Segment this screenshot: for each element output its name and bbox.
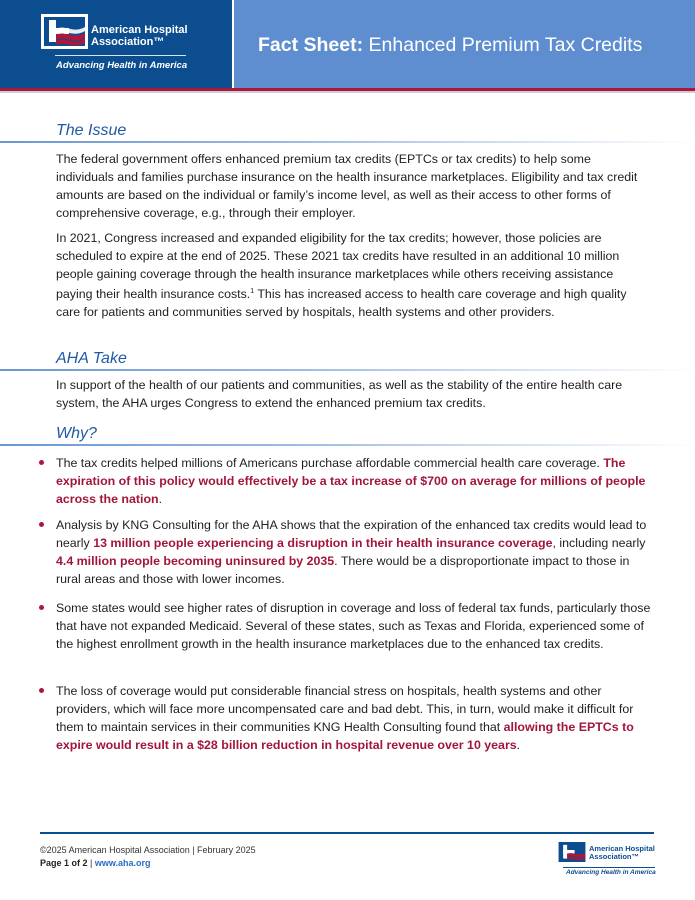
title-bold: Fact Sheet: — [258, 34, 364, 56]
org-name-line2: Association™ — [91, 36, 165, 48]
why-bullet-4: The loss of coverage would put considerable financial stress on hospitals, health systems and other providers, which will face more uncompensated care and bad debt. This, in turn, would make it difficult for them to maintain services in their communities KNG Health Consulting found that allowing the EPTCs to expire would result in a $28 billion reduction in hospital revenue over 10 years. — [56, 684, 634, 752]
website-link[interactable]: www.aha.org — [94, 858, 151, 868]
page-number: Page 1 of 2 — [40, 858, 88, 868]
why-bullet-3: Some states would see higher rates of disruption in coverage and loss of federal tax funds, particularly those that have not expanded Medicaid. Several of these states, such as Texas and Florida, experienced some of the highest enrollment growth in the health insurance marketplaces due to the enhanced tax credits. — [56, 601, 651, 651]
footnote-ref: 1 — [250, 288, 255, 295]
aha-footer-logo-icon — [558, 842, 586, 862]
highlight-text: The expiration of this policy would effectively be a tax increase of $700 on average for millions of people across the nation — [56, 456, 646, 506]
issue-paragraph-1: The federal government offers enhanced premium tax credits (EPTCs or tax credits) to help some individuals and families purchase insurance on the health insurance marketplaces. Eligibility and tax credit amounts are based on the individual or family’s income level, as well as their access to other forms of comprehensive coverage, e.g., through their employer. — [56, 152, 638, 220]
highlight-text: 4.4 million people becoming uninsured by 2035 — [56, 554, 335, 568]
bullet-dot — [39, 522, 44, 527]
section-heading-why: Why? — [56, 425, 97, 442]
footer-logo-divider — [563, 867, 655, 868]
bullet-dot — [39, 460, 44, 465]
page-header — [0, 0, 695, 88]
section-rule-issue — [0, 141, 695, 143]
org-name-line1: American Hospital — [91, 24, 188, 36]
header-gray-rule — [0, 91, 695, 93]
take-paragraph: In support of the health of our patients and communities, as well as the stability of the entire health care system, the AHA urges Congress to extend the enhanced premium tax credits. — [56, 378, 623, 410]
logo-divider — [55, 55, 186, 56]
issue-paragraph-2: In 2021, Congress increased and expanded eligibility for the tax credits; however, those policies are scheduled to expire at the end of 2025. These 2021 tax credits have resulted in an additional 10 million people gaining coverage through the health insurance marketplaces while others receiving assistance paying their health insurance costs.$^1$ This has increased access to health care coverage and high quality care for patients and communities served by hospitals, health systems and other providers. — [56, 231, 627, 320]
org-tagline: Advancing Health in America — [56, 60, 188, 71]
footer-org-name: American Hospital Association™ — [589, 844, 655, 861]
section-rule-why — [0, 444, 695, 446]
why-bullet-1: The tax credits helped millions of Americans purchase affordable commercial health care coverage. The expiration of this policy would effectively be a tax increase of $700 on average for millions of people across the nation. — [56, 456, 646, 506]
org-name — [91, 24, 221, 48]
footer-page-info: Page 1 of 2 | www.aha.org — [40, 858, 151, 868]
why-bullet-2: Analysis by KNG Consulting for the AHA shows that the expiration of the enhanced tax credits would lead to nearly 13 million people experiencing a disruption in their health insurance coverage, including nearly 4.4 million people becoming uninsured by 2035. There would be a disproportionate impact to those in rural areas and those with lower incomes. — [56, 518, 647, 586]
aha-logo-icon — [41, 14, 88, 49]
title-rest: Enhanced Premium Tax Credits — [363, 34, 643, 56]
highlight-text: 13 million people experiencing a disruption in their health insurance coverage — [93, 536, 553, 550]
section-heading-take: AHA Take — [56, 350, 127, 367]
highlight-text: allowing the EPTCs to expire would result in a $28 billion reduction in hospital revenue over 10 years — [56, 720, 634, 752]
page-title — [258, 34, 642, 57]
section-rule-take — [0, 369, 695, 371]
bullet-dot — [39, 605, 44, 610]
bullet-dot — [39, 688, 44, 693]
section-heading-issue: The Issue — [56, 122, 127, 139]
footer-tagline: Advancing Health in America — [566, 869, 656, 876]
footer-rule — [40, 832, 654, 834]
footer-copyright: ©2025 American Hospital Association | February 2025 — [40, 845, 256, 855]
